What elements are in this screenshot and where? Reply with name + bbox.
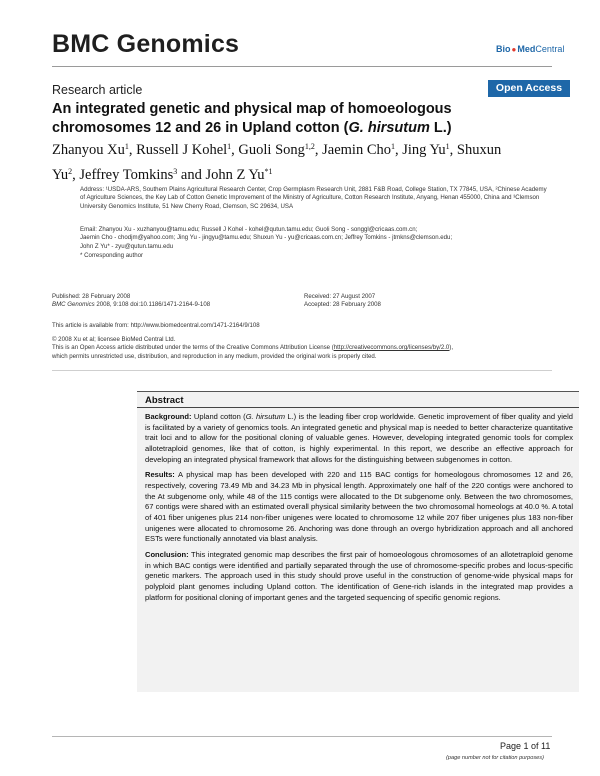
- page-number: Page 1 of 11: [500, 741, 551, 751]
- author-separator: ,: [128, 142, 137, 158]
- article-title: [52, 100, 552, 138]
- author-affiliation: 2: [68, 167, 73, 176]
- background-species: G. hirsutum: [245, 412, 285, 421]
- section-divider: [52, 370, 552, 371]
- author-name: Jaemin Cho: [322, 142, 392, 158]
- background-label: Background:: [145, 412, 192, 421]
- email-line[interactable]: Jaemin Cho - chodjm@yahoo.com; Jing Yu - jingyu@tamu.edu; Shuxun Yu - yu@cricaas.com.cn; Jeffrey Tomkins - jtmkns@clemson.edu;: [80, 234, 453, 242]
- author-affiliation: 1: [391, 142, 396, 151]
- license-text: This is an Open Access article distributed under the terms of the Creative Commons Attribution License (: [52, 344, 334, 352]
- results-label: Results:: [145, 470, 175, 480]
- author-separator: ,: [314, 142, 323, 158]
- license: [52, 344, 552, 352]
- abstract-conclusion: [145, 550, 573, 603]
- email-line[interactable]: John Z Yu* - zyu@qutun.tamu.edu: [80, 242, 174, 250]
- author-name: Guoli Song: [238, 142, 305, 158]
- published-date: Published: 28 February 2008: [52, 293, 131, 300]
- author-emails: [80, 226, 550, 251]
- background-text: Upland cotton (: [191, 412, 246, 421]
- conclusion-label: Conclusion:: [145, 549, 189, 559]
- publisher-logo: [496, 44, 564, 54]
- citation: [52, 301, 312, 309]
- publisher-central: Central: [535, 44, 565, 54]
- citation-journal: BMC Genomics: [52, 301, 95, 309]
- author-separator: ,: [449, 142, 457, 158]
- journal-title: BMC Genomics: [52, 30, 240, 58]
- author-affiliation: 1: [124, 142, 129, 151]
- author-list: [52, 136, 552, 186]
- author-affiliation: 1,2: [304, 142, 315, 151]
- citation-doi: 2008, 9:108 doi:10.1186/1471-2164-9-108: [94, 301, 211, 309]
- author-name: Zhanyou Xu: [52, 142, 125, 158]
- title-species: G. hirsutum: [348, 120, 430, 136]
- abstract-body: [145, 412, 573, 608]
- author-name: Jeffrey Tomkins: [79, 167, 174, 183]
- copyright: © 2008 Xu et al; licensee BioMed Central Ltd.: [52, 336, 176, 343]
- license-text-end: ),: [449, 344, 454, 352]
- copyright-block: [52, 336, 552, 361]
- author-name: Russell J Kohel: [136, 142, 228, 158]
- affiliations: Address: ¹USDA-ARS, Southern Plains Agricultural Research Center, Crop Germplasm Research Unit, 2881 F&B Road, College Station, TX 77845, USA, ²Chinese Academy of Agriculture Sciences, the Key Lab of Cotton Genetic Improvement of the Ministry of Agriculture, Cotton Research Institute, Anyang, Henan 455000, China and ³Clemson University Genomics Institute, 51 New Cherry Road, Clemson, SC 29634, USA: [80, 186, 547, 210]
- publisher-bio: Bio: [496, 44, 511, 54]
- author-affiliation: *1: [264, 167, 273, 176]
- page-note: (page number not for citation purposes): [446, 755, 544, 761]
- title-end: L.): [429, 120, 452, 136]
- abstract-background: [145, 412, 573, 465]
- article-url[interactable]: This article is available from: http://www.biomedcentral.com/1471-2164/9/108: [52, 322, 260, 329]
- author-separator: ,: [395, 142, 403, 158]
- publisher-med: Med: [517, 44, 536, 54]
- abstract-box: [137, 391, 579, 692]
- accepted-date: Accepted: 28 February 2008: [304, 301, 381, 309]
- abstract-results: [145, 470, 573, 545]
- abstract-divider: [137, 407, 579, 408]
- received-date: Received: 27 August 2007: [304, 293, 376, 300]
- footer-divider: [52, 736, 552, 737]
- history-info: [304, 293, 544, 310]
- author-affiliation: 1: [227, 142, 232, 151]
- author-name: John Z Yu: [205, 167, 265, 183]
- corresponding-author: * Corresponding author: [80, 252, 144, 259]
- publisher-dot-icon: ●: [511, 45, 517, 54]
- publication-info: [52, 293, 312, 310]
- open-access-badge: Open Access: [488, 80, 570, 97]
- license-link[interactable]: http://creativecommons.org/licenses/by/2.0: [333, 344, 450, 352]
- title-main: An integrated genetic and physical map of homoeologous chromosomes 12 and 26 in Upland cotton (: [52, 101, 452, 136]
- author-affiliation: 3: [173, 167, 178, 176]
- abstract-heading: Abstract: [145, 395, 184, 406]
- author-name: Shuxun Yu: [52, 142, 502, 183]
- author-name: Jing Yu: [402, 142, 446, 158]
- author-separator: and: [177, 167, 206, 183]
- author-separator: ,: [231, 142, 239, 158]
- author-separator: ,: [72, 167, 80, 183]
- email-line[interactable]: Email: Zhanyou Xu - xuzhanyou@tamu.edu; Russell J Kohel - kohel@qutun.tamu.edu; Guoli Song - songgl@cricaas.com.cn;: [80, 226, 418, 233]
- author-affiliation: 1: [445, 142, 450, 151]
- background-text-end: L.) is the leading fiber crop worldwide. Genetic improvement of fiber quality and yield is facilitated by a variety of genomics tools. An integrated genetic and physical map is needed to better characterize quantitative trait loci and to allow for the positional cloning of valuable genes. However, developing integrated genomic tools for complex allotetraploid genomes, like that of cotton, is highly experimental. In this report, we describe an effective approach for developing an integrated physical framework that allows for the distinguishing between subgenomes in cotton.: [145, 412, 573, 464]
- conclusion-text: This integrated genomic map describes the first pair of homoeologous chromosomes of an allotetraploid genome in which BAC contigs were identified and partially separated through the use of chromosome-specific probes and locus-specific genetic markers. The approach used in this study should prove useful in the construction of genome-wide physical maps for polyploid plant genomes including Upland cotton. The identification of Gene-rich islands in the integrated map provides a platform for positional cloning of important genes and the targeted sequencing of specific genomic regions.: [145, 549, 573, 602]
- results-text: A physical map has been developed with 220 and 115 BAC contigs for homeologous chromosomes 12 and 26, respectively, covering 73.49 Mb and 34.23 Mb in physical length. Approximately one half of the 220 contigs were anchored to the At subgenome only, while 48 of the 115 contigs were allocated to the Dt subgenome only. Between the two chromosomes, 67 contigs were shared with an estimated overall physical similarity between the two chromosomal homeologs at 40.0 %. A total of 401 fiber unigenes plus 214 non-fiber unigenes were located to chromosome 12 while 207 fiber unigenes plus 183 non-fiber unigenes were allocated to chromosome 26. Anchoring was done through an overgo hybridization approach and all anchored ESTs were functionally annotated via blast analysis.: [145, 470, 573, 544]
- header-divider: [52, 66, 552, 67]
- article-type: Research article: [52, 83, 143, 97]
- license-terms: which permits unrestricted use, distribution, and reproduction in any medium, provided the original work is properly cited.: [52, 352, 377, 360]
